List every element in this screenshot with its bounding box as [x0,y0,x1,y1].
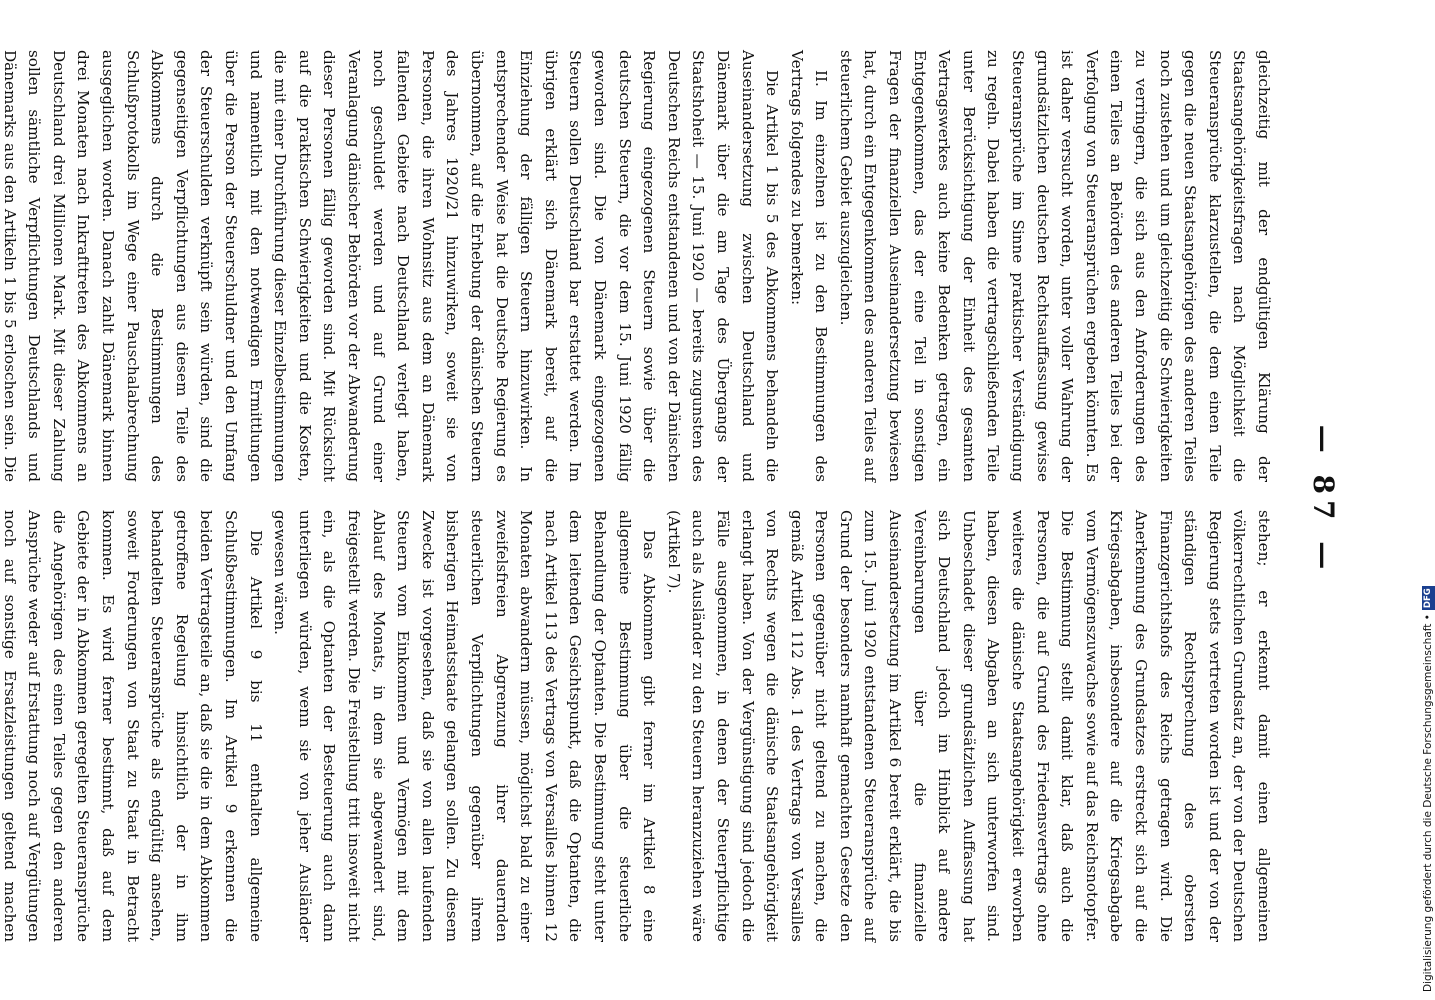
paragraph: Die Artikel 1 bis 5 des Abkommens behandeln die Auseinandersetzung zwischen Deutschland und Dänemark über die am Tage des Übergangs der Staatshoheit — 15. Juni 1920 — bereits zugunsten des Deutschen Reichs entstandenen und von der Dänischen Regierung eingezogenen Steuern sowie über die deutschen Steuern, die vor dem 15. Juni 1920 fällig geworden sind. Die von Dänemark eingezogenen Steuern sollen Deutschland bar erstattet werden. Im übrigen erklärt sich Dänemark bereit, auf die Einziehung der fälligen Steuern hinzuwirken. In entsprechender Weise hat die Deutsche Regierung es übernommen, auf die Erhebung der dänischen Steuern des Jahres 1920/21 hinzuwirken, soweit sie von Personen, die ihren Wohnsitz aus dem an Dänemark fallenden Gebiete nach Deutschland verlegt haben, noch geschuldet werden und auf Grund einer Veranlagung dänischer Behörden vor der Abwanderung dieser Personen fällig geworden sind. Mit Rücksicht auf die praktischen Schwierigkeiten und die Kosten, die mit einer Durchführung dieser Einzelbestimmungen und namentlich mit den notwendigen Ermittlungen über die Person der Steuerschuldner und den Umfang der Steuerschulden verknüpft sein würden, sind die gegenseitigen Verpflichtungen aus diesem Teile des Abkommens durch die Bestimmungen des Schlußprotokolls im Wege einer Pauschalabrechnung ausgeglichen worden. Danach zahlt Dänemark binnen drei Monaten nach Inkrafttreten des Abkommens an Deutschland drei Millionen Mark. Mit dieser Zahlung sollen sämtliche Verpflichtungen Deutschlands und Dänemarks aus den Artikeln 1 bis 5 erloschen sein. Die [0,50,782,482]
text-column-right [0,510,1276,942]
credit-text: Digitalisierung gefördert durch die Deutsche Forschungsgemeinschaft • [1422,614,1434,992]
paragraph: Die Artikel 9 bis 11 enthalten allgemeine Schlußbestimmungen. Im Artikel 9 erkennen die beiden Vertragsteile an, daß sie die in dem Abkommen getroffene Regelung hinsichtlich der in ihm behandelten Steueransprüche als endgültig ansehen, soweit Forderungen von Staat zu Staat in Betracht kommen. Es wird ferner bestimmt, daß auf dem Gebiete der in Abkommen geregelten Steueransprüche die Angehörigen des einen Teiles gegen den anderen Ansprüche weder auf Erstattung noch auf Vergütungen noch auf sonstige Ersatzleistungen geltend machen [0,510,265,942]
paragraph: stehen; er erkennt damit einen allgemeinen völkerrechtlichen Grundsatz an, der von der Deutschen Regierung stets vertreten worden ist und der von der ständigen Rechtsprechung des obersten Finanzgerichtshofs des Reichs getragen wird. Die Anerkennung des Grundsatzes erstreckt sich auf die Kriegsabgaben, insbesondere auf die Kriegsabgabe vom Vermögenszuwachse sowie auf das Reichsnotopfer. Die Bestimmung stellt damit klar, daß auch die Personen, die auf Grund des Friedensvertrags ohne weiteres die dänische Staatsangehörigkeit erworben haben, diesen Abgaben an sich unterworfen sind. Unbeschadet dieser grundsätzlichen Auffassung hat sich Deutschland jedoch im Hinblick auf andere Vereinbarungen über die finanzielle Auseinandersetzung im Artikel 6 bereit erklärt, die bis zum 15. Juni 1920 entstandenen Steueransprüche auf Grund der besonders namhaft gemachten Gesetze den Personen gegenüber nicht geltend zu machen, die gemäß Artikel 112 Abs. 1 des Vertrags von Versailles von Rechts wegen die dänische Staatsangehörigkeit erlangt haben. Von der Vergünstigung sind jedoch die Fälle ausgenommen, in denen der Steuerpflichtige auch als Ausländer zu den Steuern heranzuziehen wäre (Artikel 7). [664,510,1273,942]
paragraph: gleichzeitig mit der endgültigen Klärung der Staatsangehörigkeitsfragen nach Möglichkeit die Steueransprüche klarzustellen, die dem einen Teile gegen die neuen Staatsangehörigen des anderen Teiles noch zustehen und um gleichzeitig die Schwierigkeiten zu verringern, die sich aus den Anforderungen des einen Teiles an Behörden des anderen Teiles bei der Verfolgung von Steueransprüchen ergeben könnten. Es ist daher versucht worden, unter voller Wahrung der grundsätzlichen deutschen Rechtsauffassung gewisse Steueransprüche im Sinne praktischer Verständigung zu regeln. Dabei haben die vertragschließenden Teile unter Berücksichtigung der Einheit des gesamten Vertragswerkes auch keine Bedenken getragen, ein Entgegenkommen, das der eine Teil in sonstigen Fragen der finanziellen Auseinandersetzung bewiesen hat, durch ein Entgegenkommen des anderen Teiles auf steuerlichem Gebiet auszugleichen. [836,50,1273,482]
section-heading: II. Im einzelnen ist zu den Bestimmungen des Vertrags folgendes zu bemerken: [787,50,831,482]
page-number-header: — 87 — [1307,424,1340,576]
text-column-left [0,50,1276,482]
dfg-logo: DFG [1422,588,1433,609]
digitization-credit [1421,2,1435,992]
rotated-text-page [0,50,1340,950]
paragraph: Das Abkommen gibt ferner im Artikel 8 eine allgemeine Bestimmung über die steuerliche Behandlung der Optanten. Die Bestimmung steht unter dem leitenden Gesichtspunkt, daß die Optanten, die nach Artikel 113 des Vertrags von Versailles binnen 12 Monaten abwandern müssen, möglichst bald zu einer zweifelsfreien Abgrenzung ihrer dauernden steuerlichen Verpflichtungen gegenüber ihrem bisherigen Heimatsstaate gelangen sollen. Zu diesem Zwecke ist vorgesehen, daß sie von allen laufenden Steuern vom Einkommen und Vermögen mit dem Ablauf des Monats, in dem sie abgewandert sind, freigestellt werden. Die Freistellung tritt insoweit nicht ein, als die Optanten der Besteuerung auch dann unterliegen würden, wenn sie von jeher Ausländer gewesen wären. [271,510,659,942]
